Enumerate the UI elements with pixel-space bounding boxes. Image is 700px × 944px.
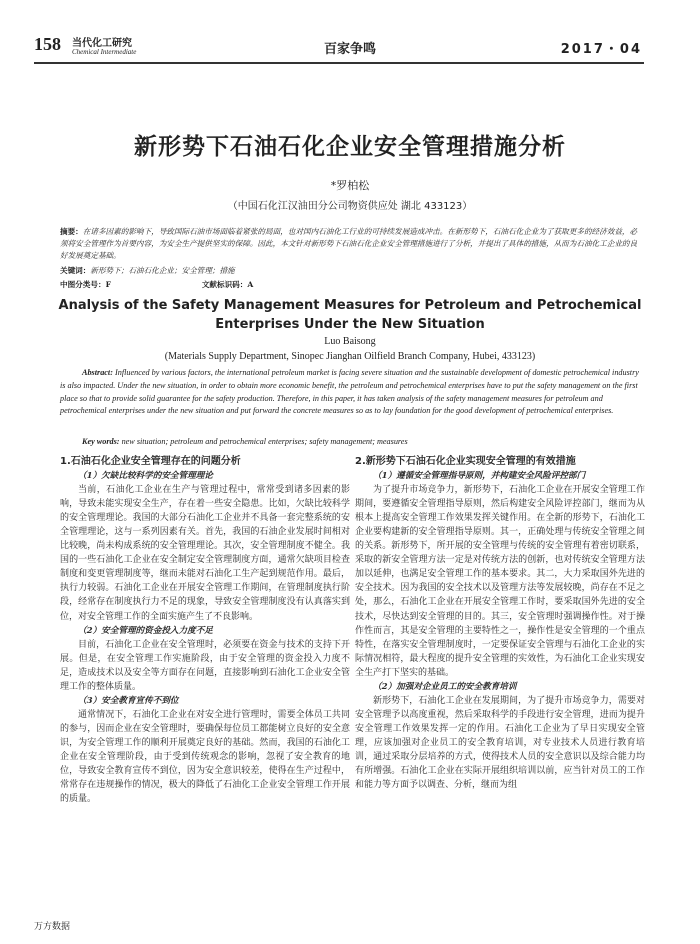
page-number: 158 <box>34 34 61 54</box>
subsection-heading: （1）欠缺比较科学的安全管理理论 <box>78 471 213 482</box>
header-divider <box>34 62 644 64</box>
author-en: Luo Baisong <box>324 336 376 347</box>
body-paragraph: 目前，石油化工企业在安全管理时，必须要在资金与技术的支持下开展。但是，在安全管理工作实施阶段，由于安全管理的资金投入力度不足，造成技术以及安全等方面存在问题，直接影响到石油化工企业安全管理工作的整体质量。 <box>60 639 350 692</box>
subsection-heading: （2）加强对企业员工的安全教育培训 <box>373 681 517 692</box>
keywords-cn-label: 关键词： <box>60 266 91 275</box>
body-paragraph: 为了提升市场竞争力，新形势下，石油化工企业在开展安全管理工作期间，要遵循安全管理指导原则，然后构建安全风险评控部门，继而为从根本上提高安全管理工作效果发挥关键作用。在全新的形势下，石油化工企业要构建新的安全管理指导原则。其一，正确处理与传统安全管理之间的关系。新形势下，所开展的安全管理与传统的安全管理有着密切联系，采取的新安全管理方法一定是对传统方法的创新，也对传统安全管理方法加以延伸，也满足安全管理工作的基本要求。其二，大力采取国外先进的安全技术。因为我国的安全技术以及管理方法等发展较晚，尚存在不足之处，那么，石油化工企业在开展安全管理工作时，要采取国外先进的安全技术，尽快达到安全管理的目的。其三，安全管理时强调操作性。对于操作性而言，其是安全管理的主要特性之一，操作性是安全管理的一个重点特性，在落实安全管理制度时，一定要保证安全管理与石油化工企业的实际情况相符，最大程度的提升安全管理的实效性，为石油化工企业实现安全生产打下坚实的基础。 <box>355 485 645 678</box>
affiliation-en: (Materials Supply Department, Sinopec Jianghan Oilfield Branch Company, Hubei, 433123) <box>164 351 536 362</box>
article-title-en: Analysis of the Safety Management Measures for Petroleum and Petrochemical Enterprises Under the New Situation <box>58 298 642 332</box>
section-title: 百家争鸣 <box>323 42 376 57</box>
subsection-heading: （1）遵循安全管理指导原则，并构建安全风险评控部门 <box>373 471 586 482</box>
section-heading: 2.新形势下石油石化企业实现安全管理的有效措施 <box>355 456 576 467</box>
abstract-cn <box>60 226 640 263</box>
subsection-heading: （2）安全管理的资金投入力度不足 <box>78 625 213 636</box>
subsection-heading: （3）安全教育宣传不到位 <box>78 695 179 706</box>
journal-name-cn: 当代化工研究 <box>72 38 132 49</box>
keywords-en: Key words: new situation; petroleum and petrochemical enterprises; safety management; measures <box>82 437 408 446</box>
affiliation-cn: （中国石化江汉油田分公司物资供应处 湖北 433123） <box>227 201 473 212</box>
class-value: F <box>105 280 111 289</box>
doc-code-value: A <box>247 280 254 289</box>
keywords-en-text: new situation; petroleum and petrochemical enterprises; safety management; measures <box>121 437 408 446</box>
body-paragraph: 通常情况下，石油化工企业在对安全进行管理时，需要全体员工共同的参与，因而企业在安全管理时，要确保每位员工都能树立良好的安全意识，为安全管理工作的顺利开展奠定良好的基础。然而，我国的石油化工企业在安全管理阶段，由于受到传统观念的影响，忽视了安全教育的地位，导致安全教育宣传不到位，因为安全意识较差，使得在生产过程中，常常存在违规操作的情况，极大的降低了石油化工企业安全管理工作开展的质量。 <box>60 709 350 805</box>
body-paragraph: 新形势下，石油化工企业在发展期间，为了提升市场竞争力，需要对安全管理予以高度重视，然后采取科学的手段进行安全管理，进而为提升安全管理工作效果发挥一定的作用。石油化工企业为了早日实现安全管理，应该加强对企业员工的安全教育培训，对专业技术人员进行教育培训，通过采取分层培养的方式，使得技术人员的安全意识以及综合能力均有所增强。石油化工企业在实际开展组织培训以前，应当针对员工的工作和能力等方面予以调查、分析，继而为组 <box>355 695 645 791</box>
doc-code-label: 文献标识码： <box>201 280 248 289</box>
article-title-cn: 新形势下石油石化企业安全管理措施分析 <box>134 134 566 160</box>
author-cn: *罗柏松 <box>330 179 370 192</box>
section-heading: 1.石油石化企业安全管理存在的问题分析 <box>60 456 241 467</box>
abstract-cn-label: 摘要： <box>60 227 83 236</box>
footer-source: 万方数据 <box>34 922 71 932</box>
body-column-right <box>355 455 645 792</box>
abstract-en-text: Influenced by various factors, the international petroleum market is facing severe situation and the sustainable development of domestic petrochemical industry is also impacted. Under the new situation, in order to obtain more economic benefit, the petroleum and petrochemical enterprises have to put the safety management on the first place so that to provide solid guarantee for the safety production. Therefore, in this paper, it has taken analysis of the safety management measures for petroleum and petrochemical enterprises under the new situation and put forward the concrete measures so as to lay foundation for the good development of petrochemical enterprises. <box>60 368 639 416</box>
abstract-en: Abstract: Influenced by various factors, the international petroleum market is facing severe situation and the sustainable development of domestic petrochemical industry is also impacted. Under the new situation, in order to obtain more economic benefit, the petroleum and petrochemical enterprises have to put the safety management on the first place so that to provide solid guarantee for the safety production. Therefore, in this paper, it has taken analysis of the safety management measures for petroleum and petrochemical enterprises under the new situation and put forward the concrete measures so as to lay foundation for the good development of petrochemical enterprises. <box>60 368 639 416</box>
body-column-left <box>60 455 350 806</box>
journal-name-en: Chemical Intermediate <box>72 48 137 56</box>
abstract-cn-text: 在诸多因素的影响下，导致国际石油市场面临着紧张的局面，也对国内石油化工行业的可持续发展造成冲击。在新形势下，石油石化企业为了获取更多的经济效益，必须将安全管理作为首要内容，为安全生产提供坚实的保障。因此，本文针对新形势下石油石化企业安全管理措施进行了分析，并提出了具体的措施，从而为石油化工企业的良好发展奠定基础。 <box>60 227 638 261</box>
keywords-en-label: Key words <box>82 437 117 446</box>
classification-line <box>60 279 640 291</box>
body-paragraph: 当前，石油化工企业在生产与管理过程中，常常受到诸多因素的影响，导致未能实现安全生产，存在着一些安全隐患。比如，欠缺比较科学的安全管理理论。我国的大部分石油化工企业并不具备一套完整系统的安全管理理论，这与一系列因素有关。首先，我国的石油企业发展时间相对比较晚，尚未构成系统的安全管理理论。其次，安全管理制度不健全。我国的一些石油化工企业在安全制定安全管理制度方面，通常欠缺项目检查制度和变更管理制度等，继而未能对石油化工生产起到规范作用。最后，执行力较弱。石油化工企业在开展安全管理工作期间，在管理制度执行阶段，经常存在制度执行力不足的现象，导致安全管理制度没有认真落实到位，对安全管理工作的全面实施产生了不良影响。 <box>60 485 350 622</box>
keywords-cn-text: 新形势下；石油石化企业；安全管理；措施 <box>90 266 235 275</box>
keywords-cn <box>60 265 640 277</box>
class-label: 中图分类号： <box>60 280 106 289</box>
abstract-en-label: Abstract <box>82 368 111 377</box>
issue-number: 2017・04 <box>560 42 642 57</box>
